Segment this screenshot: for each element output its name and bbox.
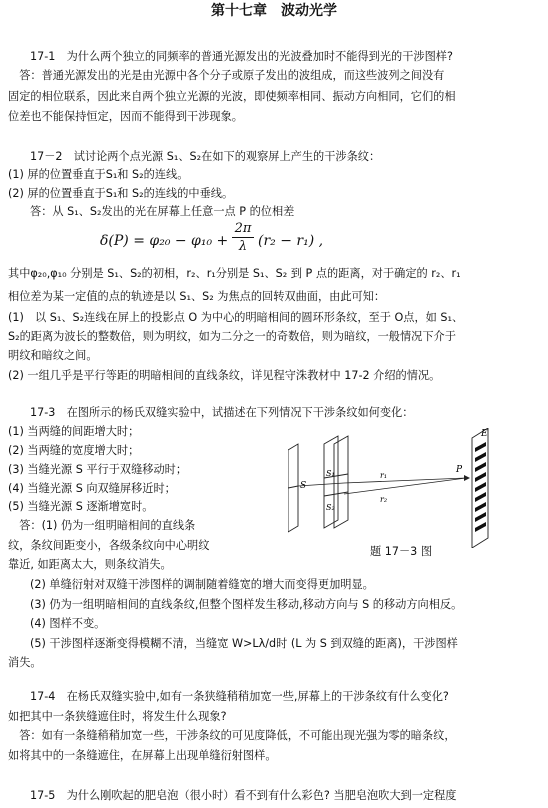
- chapter-title: 第十七章 波动光学: [211, 3, 337, 19]
- formula-numerator: 2π: [234, 221, 252, 236]
- q2-item: (2) 屏的位置垂直于S₁和 S₂的连线的中垂线。: [8, 187, 234, 200]
- formula-denominator: λ: [238, 239, 248, 254]
- q2-answer-line: 相位差为某一定值的点的轨迹是以 S₁、S₂ 为焦点的回转双曲面，由此可知：: [8, 290, 386, 303]
- q2-answer-line: 其中φ₂₀,φ₁₀ 分别是 S₁、S₂的初相，r₂、r₁分别是 S₁、S₂ 到 P 点的距离，对于确定的 r₂、r₁: [8, 267, 461, 280]
- label-r2: r₂: [380, 495, 388, 504]
- q3-answer-line: 靠近, 如距离太大，则条纹消失。: [8, 558, 172, 571]
- formula-rhs: (r₂ − r₁) ,: [258, 233, 324, 249]
- q3-item: (2) 当两缝的宽度增大时；: [8, 444, 140, 457]
- q3-item: (1) 当两缝的间距增大时；: [8, 425, 140, 438]
- q1-answer-line: 固定的相位联系，因此来自两个独立光源的光波，即使频率相同、振动方向相同，它们的相: [8, 90, 456, 103]
- q3-answer-line: (3) 仍为一组明暗相间的直线条纹,但整个图样发生移动,移动方向与 S 的移动方向相反。: [30, 598, 463, 611]
- q3-item: (4) 当缝光源 S 向双缝屏移近时；: [8, 482, 176, 495]
- q4-question: 17-4 在杨氏双缝实验中,如有一条狭缝稍稍加宽一些,屏幕上的干涉条纹有什么变化?: [30, 690, 449, 703]
- q4-answer-line: 答：如有一条缝稍稍加宽一些，干涉条纹的可见度降低，不可能出现光强为零的暗条纹，: [8, 729, 456, 742]
- label-s2: S₂: [326, 503, 335, 512]
- q1-question: 17-1 为什么两个独立的同频率的普通光源发出的光波叠加时不能得到光的干涉图样?: [30, 50, 453, 63]
- q2-answer-line: 答：从 S₁、S₂发出的光在屏幕上任意一点 P 的位相差: [30, 205, 295, 218]
- q3-answer-line: (2) 单缝衍射对双缝干涉图样的调制随着缝宽的增大而变得更加明显。: [30, 578, 374, 591]
- figure-caption: 题 17－3 图: [370, 545, 433, 558]
- formula-fraction: [232, 221, 254, 254]
- q5-question: 17-5 为什么刚吹起的肥皂泡（很小时）看不到有什么彩色? 当肥皂泡吹大到一定程度: [30, 789, 457, 802]
- double-slit-diagram: [288, 428, 516, 548]
- q3-answer-line: 消失。: [8, 656, 42, 669]
- q2-answer-line: S₂的距离为波长的整数倍，则为明纹，如为二分之一的奇数倍，则为暗纹，一般情况下介于: [8, 330, 456, 343]
- q2-answer-line: (2) 一组几乎是平行等距的明暗相间的直线条纹，详见程守洙教材中 17-2 介绍的情况。: [8, 369, 441, 382]
- q3-question: 17-3 在图所示的杨氏双缝实验中，试描述在下列情况下干涉条纹如何变化：: [30, 406, 414, 419]
- fringe-pattern: [475, 442, 486, 532]
- q3-answer-line: (5) 干涉图样逐渐变得模糊不清，当缝宽 W>Lλ/d时 (L 为 S 到双缝的距离)，干涉图样: [30, 637, 458, 650]
- q3-answer-line: (4) 图样不变。: [30, 617, 106, 630]
- label-e: E: [481, 429, 488, 439]
- label-p: P: [456, 465, 463, 475]
- q3-item: (5) 当缝光源 S 逐渐增宽时。: [8, 500, 154, 513]
- q2-question: 17－2 试讨论两个点光源 S₁、S₂在如下的观察屏上产生的干涉条纹：: [30, 150, 381, 163]
- label-s1: S₁: [326, 469, 335, 478]
- q2-answer-line: 明纹和暗纹之间。: [8, 349, 98, 362]
- q4-question: 如把其中一条狭缝遮住时，将发生什么现象?: [8, 710, 227, 723]
- formula-lhs: δ(P) = φ₂₀ − φ₁₀ +: [100, 233, 229, 249]
- q1-answer-line: 答：普通光源发出的光是由光源中各个分子或原子发出的波组成，而这些波列之间没有: [8, 69, 445, 82]
- q3-answer-line: 纹，条纹间距变小，各级条纹向中心明纹: [8, 539, 210, 552]
- q2-item: (1) 屏的位置垂直于S₁和 S₂的连线。: [8, 168, 189, 181]
- q4-answer-line: 如将其中的一条缝遮住，在屏幕上出现单缝衍射图样。: [8, 749, 277, 762]
- label-r1: r₁: [380, 471, 388, 480]
- q1-answer-line: 位差也不能保持恒定，因而不能得到干涉现象。: [8, 110, 243, 123]
- q3-item: (3) 当缝光源 S 平行于双缝移动时；: [8, 463, 188, 476]
- label-s: S: [300, 481, 307, 491]
- q2-answer-line: (1) 以 S₁、S₂连线在屏上的投影点 O 为中心的明暗相间的圆环形条纹，至于 O点，如 S₁、: [8, 311, 464, 324]
- q3-answer-line: 答：(1) 仍为一组明暗相间的直线条: [8, 519, 196, 532]
